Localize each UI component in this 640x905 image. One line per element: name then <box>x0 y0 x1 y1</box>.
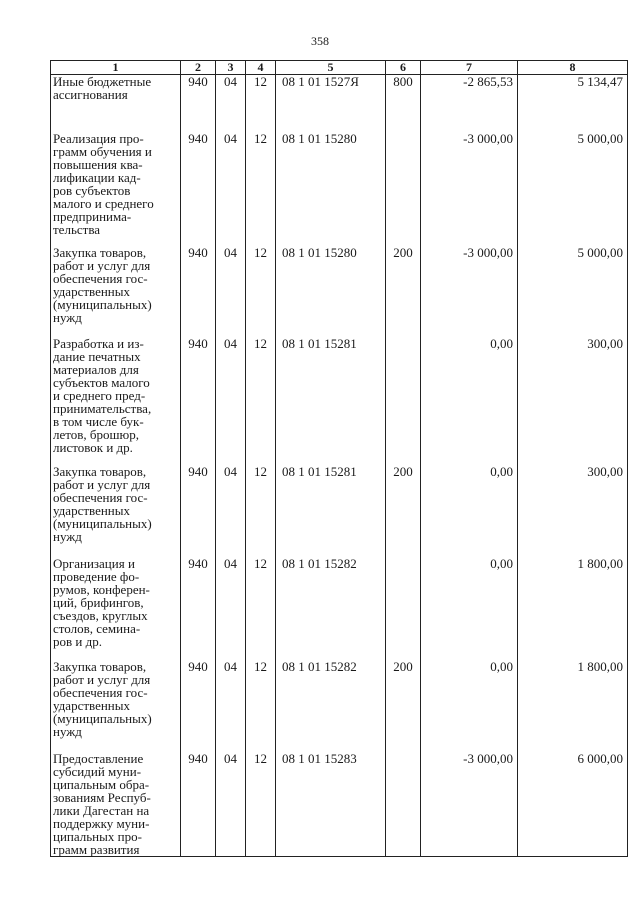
row-section-code: 04 <box>216 465 246 557</box>
row-target-article: 08 1 01 15282 <box>276 557 386 660</box>
row-total-amount: 1 800,00 <box>518 557 628 660</box>
row-change-amount: -2 865,53 <box>421 75 518 132</box>
table-row <box>51 246 628 337</box>
row-change-amount: -3 000,00 <box>421 246 518 337</box>
row-subsection-code: 12 <box>246 337 276 465</box>
row-subsection-code: 12 <box>246 752 276 857</box>
table-row <box>51 557 628 660</box>
table-row <box>51 75 628 132</box>
row-total-amount: 5 134,47 <box>518 75 628 132</box>
row-ministry-code: 940 <box>181 752 216 857</box>
row-target-article: 08 1 01 1527Я <box>276 75 386 132</box>
column-header-4: 4 <box>246 61 276 75</box>
row-total-amount: 1 800,00 <box>518 660 628 752</box>
page-number: 358 <box>311 34 329 48</box>
row-total-amount: 5 000,00 <box>518 132 628 246</box>
row-name: Реализация про- грамм обучения и повышения ква- лификации кад- ров субъектов малого и среднего предпринима- тельства <box>51 132 181 246</box>
row-change-amount: 0,00 <box>421 465 518 557</box>
row-section-code: 04 <box>216 752 246 857</box>
row-section-code: 04 <box>216 337 246 465</box>
row-section-code: 04 <box>216 557 246 660</box>
table-row <box>51 752 628 857</box>
column-header-1: 1 <box>51 61 181 75</box>
row-expense-type <box>386 557 421 660</box>
row-name: Предоставление субсидий муни- ципальным обра- зованиям Респуб- лики Дагестан на поддержку муни- ципальных про- грамм развития <box>51 752 181 857</box>
row-target-article: 08 1 01 15280 <box>276 246 386 337</box>
row-target-article: 08 1 01 15283 <box>276 752 386 857</box>
column-header-6: 6 <box>386 61 421 75</box>
row-subsection-code: 12 <box>246 246 276 337</box>
row-name: Закупка товаров, работ и услуг для обеспечения гос- ударственных (муниципальных) нужд <box>51 246 181 337</box>
table-row <box>51 337 628 465</box>
row-expense-type: 800 <box>386 75 421 132</box>
row-target-article: 08 1 01 15281 <box>276 465 386 557</box>
row-name: Разработка и из- дание печатных материалов для субъектов малого и среднего пред- принимательства, в том числе бук- летов, брошюр, листовок и др. <box>51 337 181 465</box>
row-expense-type: 200 <box>386 246 421 337</box>
row-expense-type <box>386 337 421 465</box>
column-header-2: 2 <box>181 61 216 75</box>
row-expense-type <box>386 752 421 857</box>
row-expense-type: 200 <box>386 660 421 752</box>
header-row <box>51 61 628 75</box>
row-target-article: 08 1 01 15281 <box>276 337 386 465</box>
row-section-code: 04 <box>216 132 246 246</box>
row-expense-type: 200 <box>386 465 421 557</box>
row-ministry-code: 940 <box>181 337 216 465</box>
row-target-article: 08 1 01 15280 <box>276 132 386 246</box>
row-name: Иные бюджетные ассигнования <box>51 75 181 132</box>
table-row <box>51 660 628 752</box>
row-expense-type <box>386 132 421 246</box>
row-subsection-code: 12 <box>246 557 276 660</box>
column-header-5: 5 <box>276 61 386 75</box>
row-change-amount: -3 000,00 <box>421 132 518 246</box>
row-change-amount: 0,00 <box>421 337 518 465</box>
row-name: Закупка товаров, работ и услуг для обеспечения гос- ударственных (муниципальных) нужд <box>51 465 181 557</box>
row-total-amount: 6 000,00 <box>518 752 628 857</box>
column-header-3: 3 <box>216 61 246 75</box>
row-change-amount: -3 000,00 <box>421 752 518 857</box>
budget-table <box>50 60 628 857</box>
table-row <box>51 132 628 246</box>
row-name: Закупка товаров, работ и услуг для обеспечения гос- ударственных (муниципальных) нужд <box>51 660 181 752</box>
row-ministry-code: 940 <box>181 557 216 660</box>
row-total-amount: 300,00 <box>518 465 628 557</box>
row-ministry-code: 940 <box>181 132 216 246</box>
row-subsection-code: 12 <box>246 132 276 246</box>
table-row <box>51 465 628 557</box>
row-change-amount: 0,00 <box>421 557 518 660</box>
row-section-code: 04 <box>216 660 246 752</box>
row-target-article: 08 1 01 15282 <box>276 660 386 752</box>
row-ministry-code: 940 <box>181 75 216 132</box>
row-total-amount: 300,00 <box>518 337 628 465</box>
row-ministry-code: 940 <box>181 465 216 557</box>
row-subsection-code: 12 <box>246 660 276 752</box>
row-section-code: 04 <box>216 75 246 132</box>
column-header-7: 7 <box>421 61 518 75</box>
row-total-amount: 5 000,00 <box>518 246 628 337</box>
row-name: Организация и проведение фо- румов, конферен- ций, брифингов, съездов, круглых столов, семина- ров и др. <box>51 557 181 660</box>
row-ministry-code: 940 <box>181 660 216 752</box>
row-subsection-code: 12 <box>246 75 276 132</box>
row-subsection-code: 12 <box>246 465 276 557</box>
row-ministry-code: 940 <box>181 246 216 337</box>
column-header-8: 8 <box>518 61 628 75</box>
row-change-amount: 0,00 <box>421 660 518 752</box>
row-section-code: 04 <box>216 246 246 337</box>
